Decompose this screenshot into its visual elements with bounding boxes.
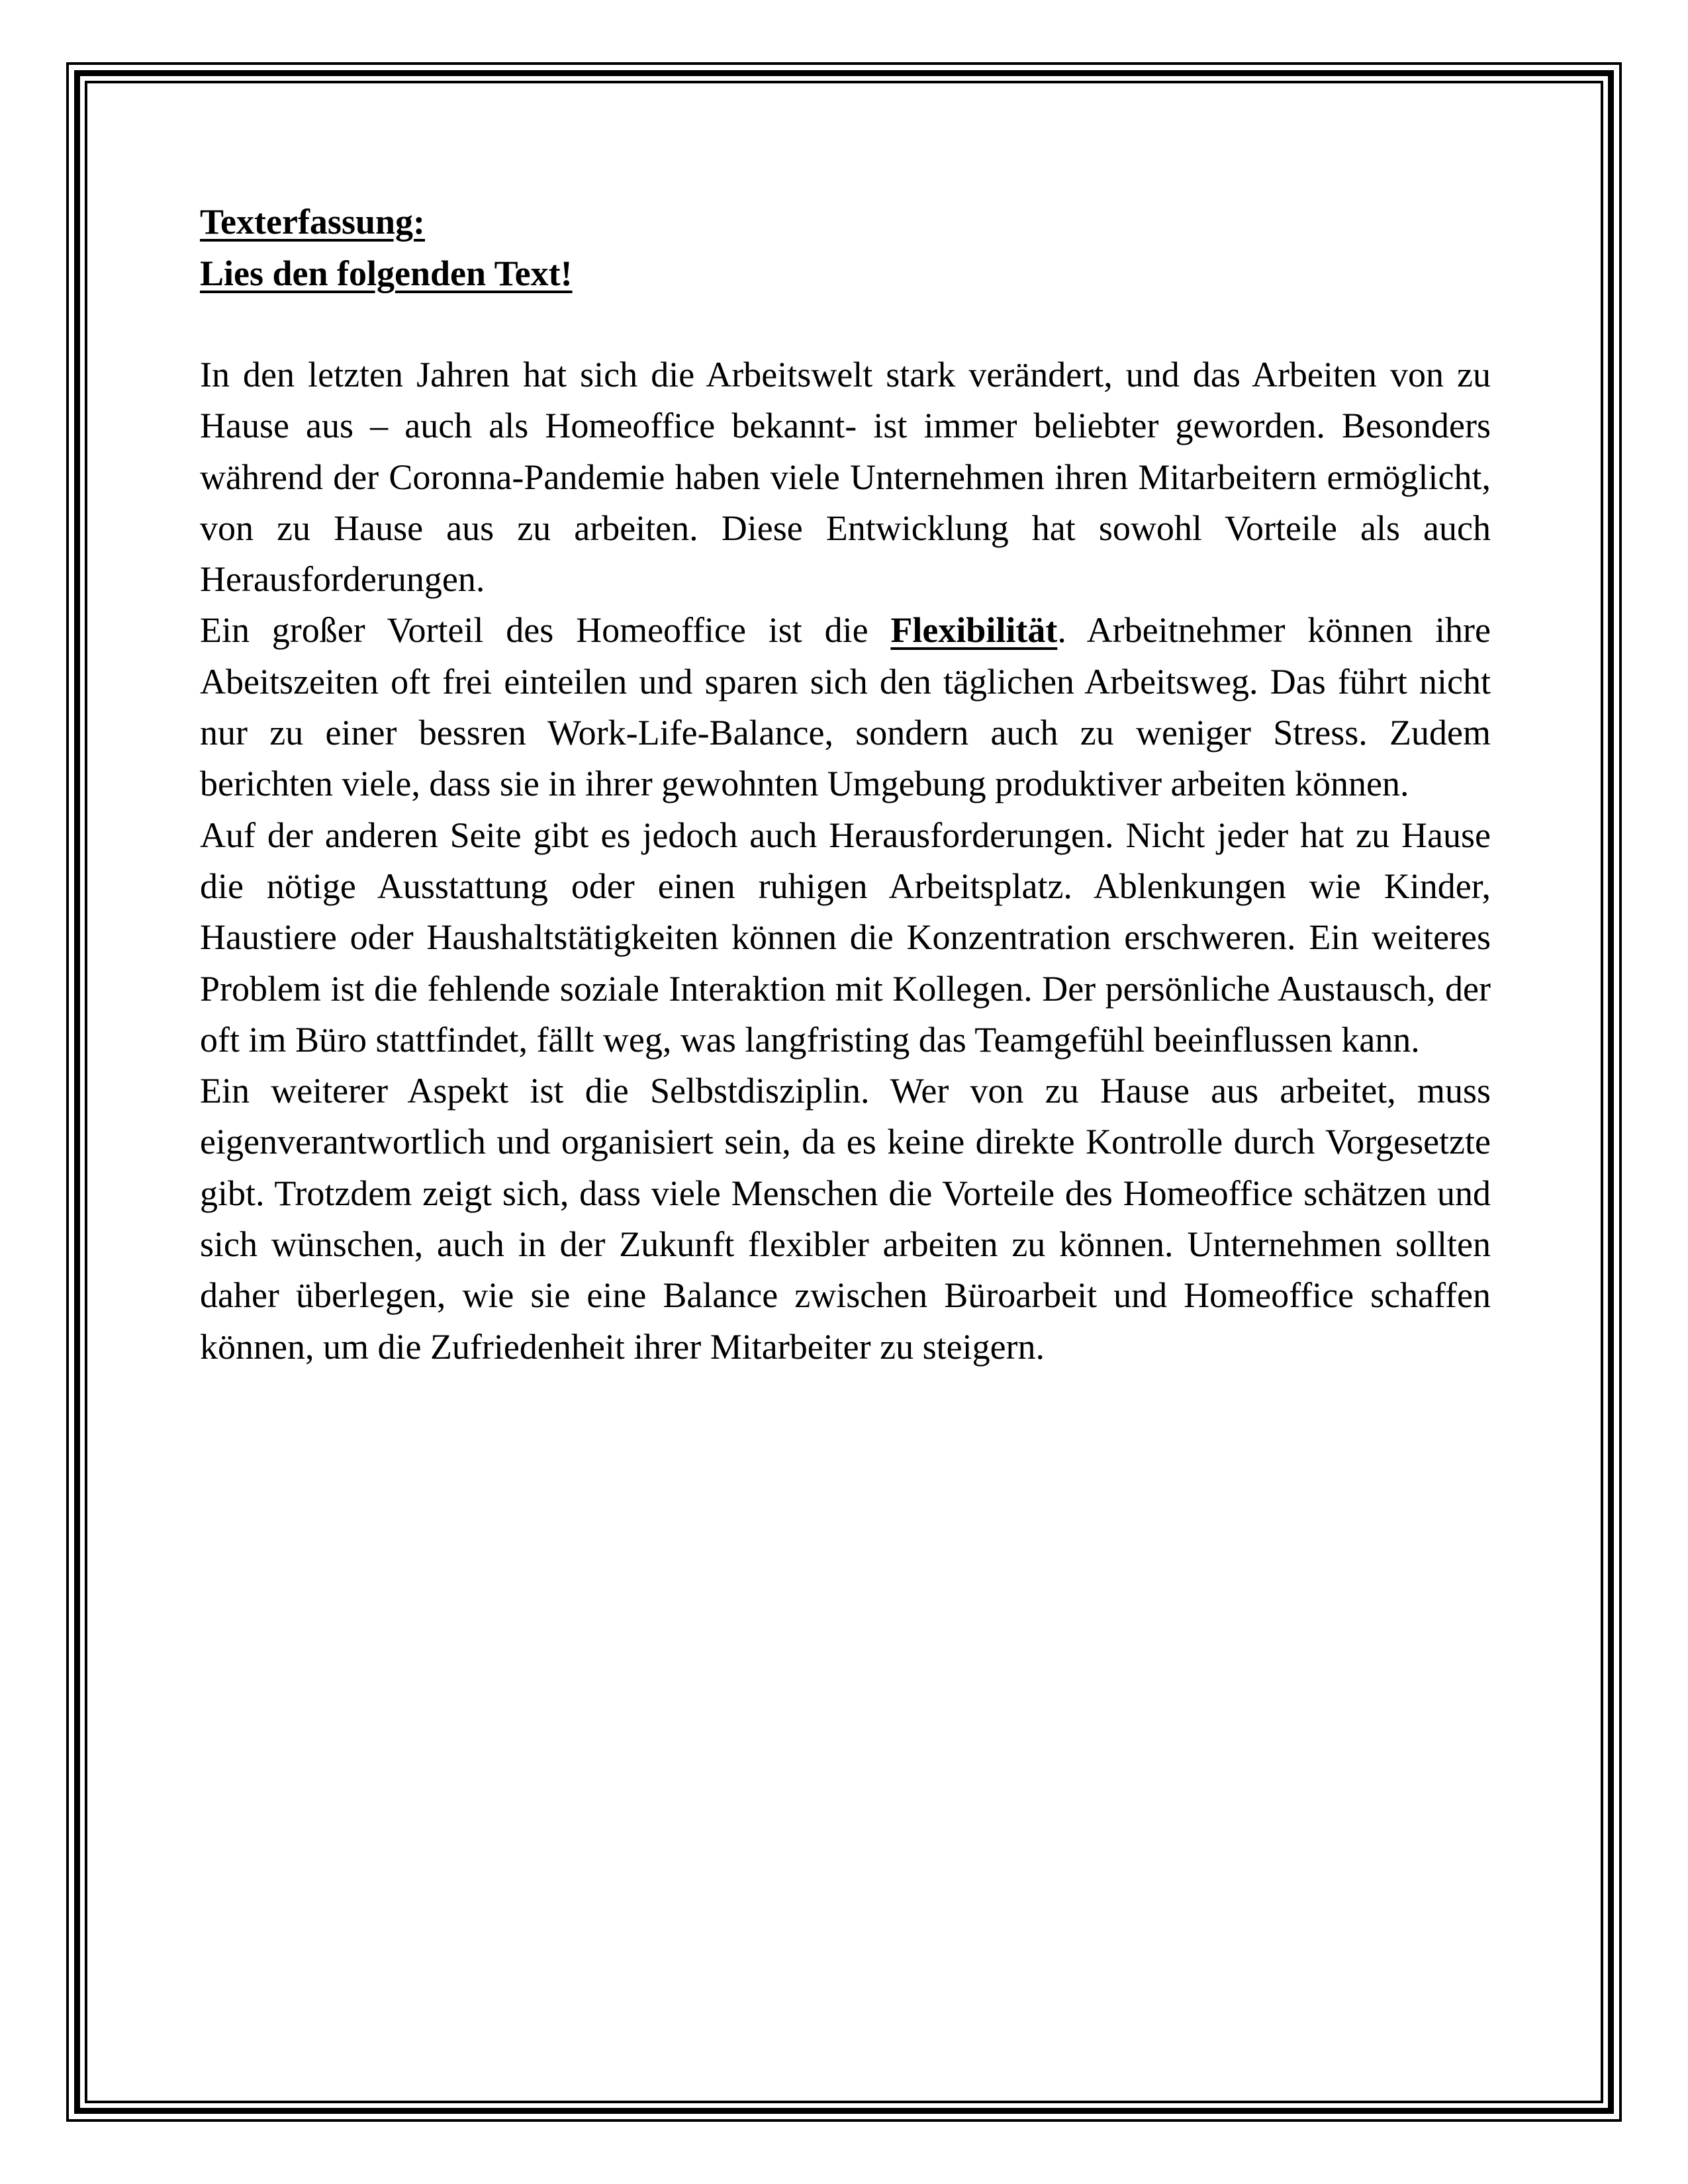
document-body xyxy=(200,196,1491,1373)
paragraph-challenges: Auf der anderen Seite gibt es jedoch auch Herausforderungen. Nicht jeder hat zu Hause die nötige Ausstattung oder einen ruhigen Arbeitsplatz. Ablenkungen wie Kinder, Haustiere oder Haushaltstätigkeiten können die Konzentration erschweren. Ein weiteres Problem ist die fehlende soziale Interaktion mit Kollegen. Der persönliche Austausch, der oft im Büro stattfindet, fällt weg, was langfristing das Teamgefühl beeinflussen kann. xyxy=(200,815,1491,1060)
heading-instruction: Lies den folgenden Text! xyxy=(200,253,573,293)
paragraph-advantages xyxy=(200,605,1491,809)
paragraph-intro: In den letzten Jahren hat sich die Arbeitswelt stark verändert, und das Arbeiten von zu Hause aus – auch als Homeoffice bekannt- ist immer beliebter geworden. Besonders während der Coronna-Pandemie haben viele Unternehmen ihren Mitarbeitern ermöglicht, von zu Hause aus zu arbeiten. Diese Entwicklung hat sowohl Vorteile als auch Herausforderungen. xyxy=(200,355,1491,600)
paragraph-advantages-lead: Ein großer Vorteil des Homeoffice ist die xyxy=(200,610,891,651)
heading-spacer xyxy=(200,299,1491,349)
paragraph-advantages-rest: . Arbeitnehmer können ihre Abeitszeiten oft frei einteilen und sparen sich den täglichen Arbeitsweg. Das führt nicht nur zu einer bessren Work-Life-Balance, sondern auch zu weniger Stress. Zudem berichten viele, dass sie in ihrer gewohnten Umgebung produktiver arbeiten können. xyxy=(200,610,1491,804)
paragraph-self-discipline: Ein weiterer Aspekt ist die Selbstdisziplin. Wer von zu Hause aus arbeitet, muss eigenverantwortlich und organisiert sein, da es keine direkte Kontrolle durch Vorgesetzte gibt. Trotzdem zeigt sich, dass viele Menschen die Vorteile des Homeoffice schätzen und sich wünschen, auch in der Zukunft flexibler arbeiten zu können. Unternehmen sollten daher überlegen, wie sie eine Balance zwischen Büroarbeit und Homeoffice schaffen können, um die Zufriedenheit ihrer Mitarbeiter zu steigern. xyxy=(200,1071,1491,1367)
keyword-flexibility: Flexibilität xyxy=(890,610,1058,651)
heading-title: Texterfassung: xyxy=(200,202,426,242)
